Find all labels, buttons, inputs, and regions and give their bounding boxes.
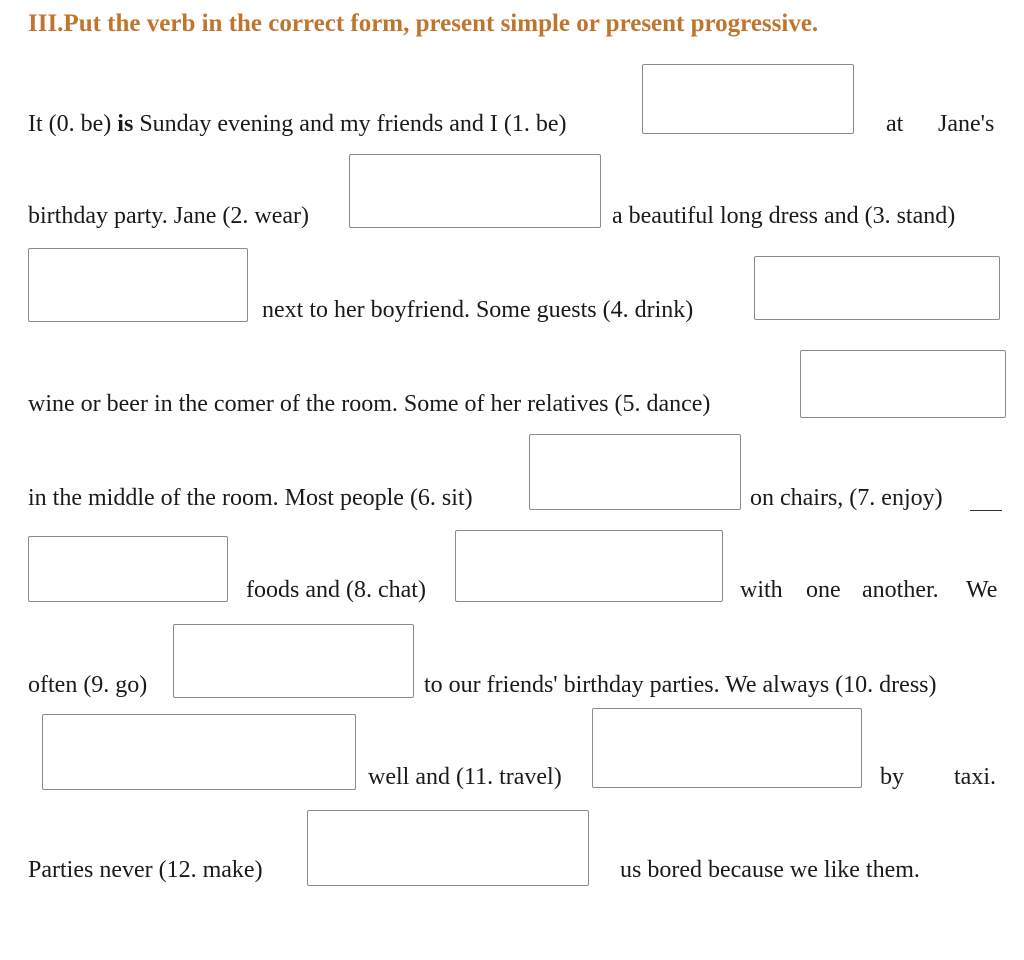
answer-box-1[interactable] [642, 64, 854, 134]
line-6-word-with: with [740, 577, 783, 603]
answer-input-9[interactable] [174, 625, 413, 697]
answer-box-10[interactable] [42, 714, 356, 790]
answer-box-9[interactable] [173, 624, 414, 698]
line-6-text-a: foods and (8. chat) [246, 577, 426, 603]
line-5-text-b: on chairs, (7. enjoy) [750, 485, 943, 511]
line-9-text-b: us bored because we like them. [620, 857, 920, 883]
line-1-word-at: at [886, 111, 904, 137]
example-answer: is [117, 111, 134, 137]
answer-box-12[interactable] [307, 810, 589, 886]
line-1-text [28, 112, 567, 136]
answer-box-8[interactable] [455, 530, 723, 602]
line-1-middle: Sunday evening and my friends and I (1. be) [133, 111, 567, 137]
answer-box-3[interactable] [28, 248, 248, 322]
line-6-word-another: another. [862, 577, 939, 603]
answer-input-2[interactable] [350, 155, 600, 227]
line-6-word-one: one [806, 577, 841, 603]
answer-input-4[interactable] [755, 257, 999, 319]
answer-box-5[interactable] [800, 350, 1006, 418]
line-2-text-a: birthday party. Jane (2. wear) [28, 203, 309, 229]
line-7-text-b: to our friends' birthday parties. We always (10. dress) [424, 672, 937, 698]
exercise-title: III.Put the verb in the correct form, present simple or present progressive. [28, 10, 819, 37]
line-6-word-we: We [966, 577, 998, 603]
line-7-text-a: often (9. go) [28, 672, 148, 698]
line-5-text-a: in the middle of the room. Most people (6. sit) [28, 485, 473, 511]
answer-box-4[interactable] [754, 256, 1000, 320]
answer-box-11[interactable] [592, 708, 862, 788]
answer-box-7[interactable] [28, 536, 228, 602]
answer-input-8[interactable] [456, 531, 722, 601]
answer-input-10[interactable] [43, 715, 355, 789]
answer-input-7[interactable] [29, 537, 227, 601]
line-1-word-janes: Jane's [938, 111, 995, 137]
answer-box-2[interactable] [349, 154, 601, 228]
answer-input-11[interactable] [593, 709, 861, 787]
answer-input-12[interactable] [308, 811, 588, 885]
answer-input-1[interactable] [643, 65, 853, 133]
line-4-text-a: wine or beer in the comer of the room. Some of her relatives (5. dance) [28, 391, 711, 417]
line-9-text-a: Parties never (12. make) [28, 857, 263, 883]
line-2-text-b: a beautiful long dress and (3. stand) [612, 203, 956, 229]
line-8-word-by: by [880, 764, 904, 790]
answer-box-6[interactable] [529, 434, 741, 510]
line-1-prefix: It (0. be) [28, 111, 118, 137]
blank-7-underline [970, 510, 1002, 511]
line-8-text-a: well and (11. travel) [368, 764, 562, 790]
answer-input-3[interactable] [29, 249, 247, 321]
line-8-word-taxi: taxi. [954, 764, 996, 790]
answer-input-5[interactable] [801, 351, 1005, 417]
answer-input-6[interactable] [530, 435, 740, 509]
line-3-text-a: next to her boyfriend. Some guests (4. drink) [262, 297, 694, 323]
